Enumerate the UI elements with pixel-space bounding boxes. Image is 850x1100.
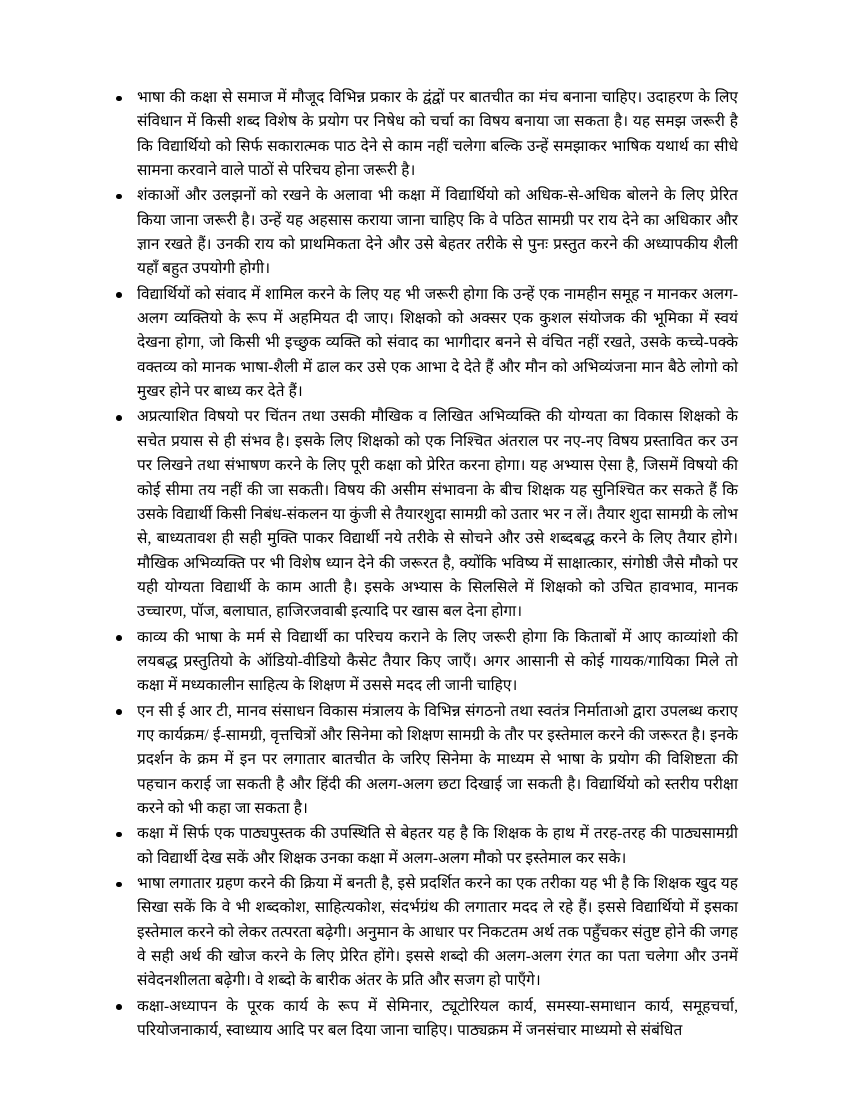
paragraph-text: शंकाओं और उलझनों को रखने के अलावा भी कक्षा में विद्यार्थियो को अधिक-से-अधिक बोलने के लिए प्रेरित किया जाना जरूरी है। उन्हें यह अहसास कराया जाना चाहिए कि वे पठित सामग्री पर राय देने का अधिकार और ज्ञान रखते हैं। उनकी राय को प्राथमिकता देने और उसे बेहतर तरीके से पुनः प्रस्तुत करने की अध्यापकीय शैली यहाँ बहुत उपयोगी होगी। [137,187,738,278]
paragraph-text: भाषा की कक्षा से समाज में मौजूद विभिन्न प्रकार के द्वंद्वों पर बातचीत का मंच बनाना चाहिए। उदाहरण के लिए संविधान में किसी शब्द विशेष के प्रयोग पर निषेध को चर्चा का विषय बनाया जा सकता है। यह समझ जरूरी है कि विद्यार्थियो को सिर्फ सकारात्मक पाठ देने से काम नहीं चलेगा बल्कि उन्हें समझाकर भाषिक यथार्थ का सीधे सामना करवाने वाले पाठों से परिचय होना जरूरी है। [137,89,738,180]
paragraph-text: काव्य की भाषा के मर्म से विद्यार्थी का परिचय कराने के लिए जरूरी होगा कि किताबों में आए काव्यांशो की लयबद्ध प्रस्तुतियो के ऑडियो-वीडियो कैसेट तैयार किए जाएँ। अगर आसानी से कोई गायक/गायिका मिले तो कक्षा में मध्यकालीन साहित्य के शिक्षण में उससे मदद ली जानी चाहिए। [137,628,738,695]
bullet-list [112,86,738,1043]
paragraph-text: कक्षा-अध्यापन के पूरक कार्य के रूप में सेमिनार, ट्यूटोरियल कार्य, समस्या-समाधान कार्य, समूहचर्चा, परियोजनाकार्य, स्वाध्याय आदि पर बल दिया जाना चाहिए। पाठ्यक्रम में जनसंचार माध्यमो से संबंधित [137,997,738,1040]
paragraph-text: एन सी ई आर टी, मानव संसाधन विकास मंत्रालय के विभिन्न संगठनो तथा स्वतंत्र निर्माताओ द्वारा उपलब्ध कराए गए कार्यक्रम/ ई-सामग्री, वृत्तचित्रों और सिनेमा को शिक्षण सामग्री के तौर पर इस्तेमाल करने की जरूरत है। इनके प्रदर्शन के क्रम में इन पर लगातार बातचीत के जरिए सिनेमा के माध्यम से भाषा के प्रयोग की विशिष्टता की पहचान कराई जा सकती है और हिंदी की अलग-अलग छटा दिखाई जा सकती है। विद्यार्थियो को स्तरीय परीक्षा करने को भी कहा जा सकता है। [137,702,738,817]
paragraph-text: भाषा लगातार ग्रहण करने की क्रिया में बनती है, इसे प्रदर्शित करने का एक तरीका यह भी है कि शिक्षक खुद यह सिखा सकें कि वे भी शब्दकोश, साहित्यकोश, संदर्भग्रंथ की लगातार मदद ले रहे हैं। इससे विद्यार्थियो में इसका इस्तेमाल करने को लेकर तत्परता बढ़ेगी। अनुमान के आधार पर निकटतम अर्थ तक पहुँचकर संतुष्ट होने की जगह वे सही अर्थ की खोज करने के लिए प्रेरित होंगे। इससे शब्दो की अलग-अलग रंगत का पता चलेगा और उनमें संवेदनशीलता बढ़ेगी। वे शब्दो के बारीक अंतर के प्रति और सजग हो पाएँगे। [137,875,738,990]
paragraph-text: विद्यार्थियों को संवाद में शामिल करने के लिए यह भी जरूरी होगा कि उन्हें एक नामहीन समूह न मानकर अलग-अलग व्यक्तियो के रूप में अहमियत दी जाए। शिक्षको को अक्सर एक कुशल संयोजक की भूमिका में स्वयं देखना होगा, जो किसी भी इच्छुक व्यक्ति को संवाद का भागीदार बनने से वंचित नहीं रखते, उसके कच्चे-पक्के वक्तव्य को मानक भाषा-शैली में ढाल कर उसे एक आभा दे देते हैं और मौन को अभिव्यंजना मान बैठे लोगो को मुखर होने पर बाध्य कर देते हैं। [137,285,738,401]
list-item [112,626,738,699]
list-item [112,872,738,994]
paragraph-text: कक्षा में सिर्फ एक पाठ्यपुस्तक की उपस्थिति से बेहतर यह है कि शिक्षक के हाथ में तरह-तरह की पाठ्यसामग्री को विद्यार्थी देख सकें और शिक्षक उनका कक्षा में अलग-अलग मौको पर इस्तेमाल कर सके। [137,825,738,867]
list-item [112,86,738,183]
list-item [112,184,738,281]
list-item [112,995,738,1044]
paragraph-text: अप्रत्याशित विषयो पर चिंतन तथा उसकी मौखिक व लिखित अभिव्यक्ति की योग्यता का विकास शिक्षको के सचेत प्रयास से ही संभव है। इसके लिए शिक्षको को एक निश्चित अंतराल पर नए-नए विषय प्रस्तावित कर उन पर लिखने तथा संभाषण करने के लिए पूरी कक्षा को प्रेरित करना होगा। यह अभ्यास ऐसा है, जिसमें विषयो की कोई सीमा तय नहीं की जा सकती। विषय की असीम संभावना के बीच शिक्षक यह सुनिश्चित कर सकते हैं कि उसके विद्यार्थी किसी निबंध-संकलन या कुंजी से तैयारशुदा सामग्री को उतार भर न लें। तैयार शुदा सामग्री के लोभ से, बाध्यतावश ही सही मुक्ति पाकर विद्यार्थी नये तरीके से सोचने और उसे शब्दबद्ध करने के लिए तैयार होगे। मौखिक अभिव्यक्ति पर भी विशेष ध्यान देने की जरूरत है, क्योंकि भविष्य में साक्षात्कार, संगोष्ठी जैसे मौको पर यही योग्यता विद्यार्थी के काम आती है। इसके अभ्यास के सिलसिले में शिक्षको को उचित हावभाव, मानक उच्चारण, पॉज, बलाघात, हाजिरजवाबी इत्यादि पर खास बल देना होगा। [137,408,738,621]
list-item [112,405,738,624]
list-item [112,700,738,822]
list-item [112,283,738,405]
list-item [112,822,738,871]
document-body [112,86,738,1044]
